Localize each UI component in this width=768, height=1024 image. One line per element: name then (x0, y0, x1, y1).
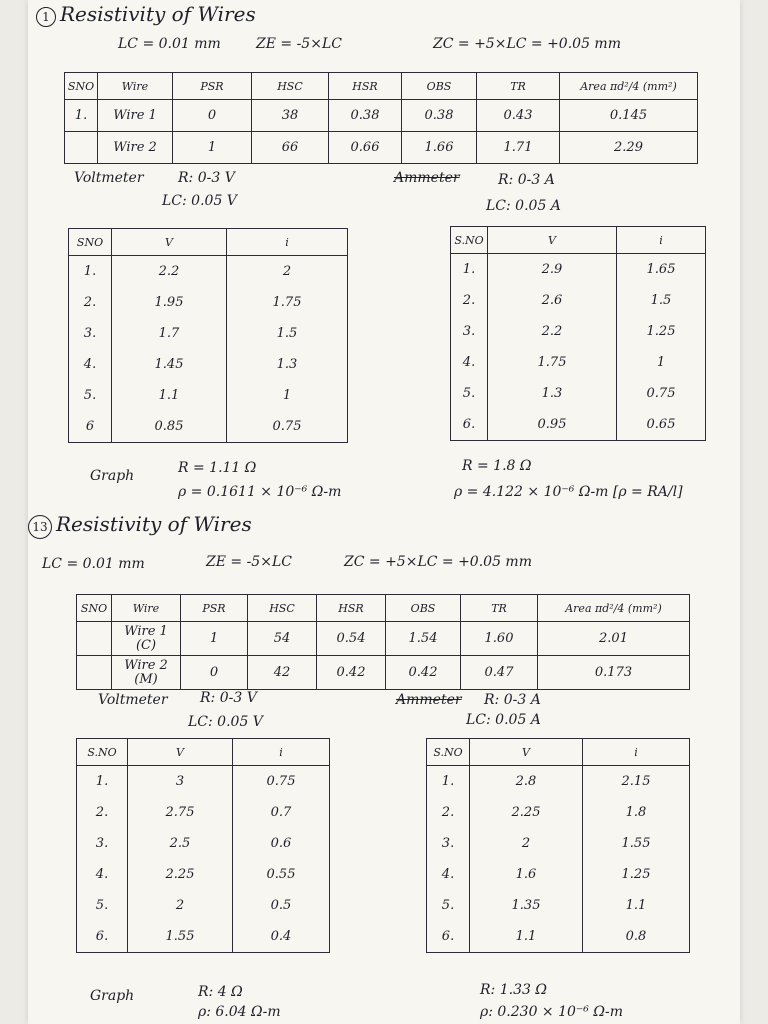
cell: 1.1 (112, 380, 227, 411)
cell: 1.35 (470, 890, 583, 921)
exp13-heading (28, 512, 252, 539)
col-hsr: HSR (329, 73, 402, 100)
exp1-voltmeter-label: Voltmeter (74, 170, 144, 186)
cell: 1. (427, 766, 470, 798)
cell: 6 (69, 411, 112, 443)
cell: 1.5 (227, 318, 348, 349)
col-sno: SNO (65, 73, 98, 100)
table-row (427, 859, 690, 890)
exp13-screw-table (76, 594, 690, 690)
cell: 2.15 (583, 766, 690, 798)
cell: 1. (69, 256, 112, 288)
cell: 1 (173, 132, 252, 164)
cell: 2.8 (470, 766, 583, 798)
table-row (77, 921, 330, 953)
col-sno: S.NO (427, 739, 470, 766)
exp1-ammeter-lc: LC: 0.05 A (486, 198, 561, 214)
cell: 1.7 (112, 318, 227, 349)
col-i: i (227, 229, 348, 256)
table-row (451, 409, 706, 441)
table-row (77, 766, 330, 798)
cell: 2 (128, 890, 233, 921)
exp13-graph-label: Graph (90, 988, 135, 1004)
col-tr: TR (477, 73, 560, 100)
cell: 2.01 (538, 622, 690, 656)
exp1-voltmeter-lc: LC: 0.05 V (162, 193, 237, 209)
cell: 2.2 (112, 256, 227, 288)
exp13-ammeter-range: R: 0-3 A (484, 692, 541, 708)
exp13-vi-table-left (76, 738, 330, 953)
cell: 5. (77, 890, 128, 921)
cell: 0.75 (227, 411, 348, 443)
col-sno: SNO (69, 229, 112, 256)
cell: 0.7 (233, 797, 330, 828)
table-row (69, 318, 348, 349)
col-i: i (617, 227, 706, 254)
cell: 2.75 (128, 797, 233, 828)
col-wire: Wire (112, 595, 181, 622)
cell: 1.71 (477, 132, 560, 164)
cell: 1 (181, 622, 248, 656)
cell: 1.54 (386, 622, 461, 656)
col-v: V (470, 739, 583, 766)
cell: 0.85 (112, 411, 227, 443)
cell: 2 (227, 256, 348, 288)
table-row (451, 316, 706, 347)
exp1-ammeter-label: Ammeter (394, 170, 460, 186)
cell: 0 (173, 100, 252, 132)
cell: 3. (451, 316, 488, 347)
col-hsr: HSR (317, 595, 386, 622)
cell: 1.3 (488, 378, 617, 409)
cell: 0.95 (488, 409, 617, 441)
cell: 0.6 (233, 828, 330, 859)
table-header-row (427, 739, 690, 766)
cell: 1. (65, 100, 98, 132)
exp13-graph-rho: ρ: 6.04 Ω-m (198, 1004, 281, 1020)
cell (77, 622, 112, 656)
cell: 2.29 (560, 132, 698, 164)
exp1-ze: ZE = -5×LC (256, 36, 342, 52)
col-psr: PSR (173, 73, 252, 100)
table-row (451, 378, 706, 409)
exp1-voltmeter-range: R: 0-3 V (178, 170, 235, 186)
exp1-zc: ZC = +5×LC = +0.05 mm (433, 36, 621, 52)
cell: 0.42 (386, 656, 461, 690)
cell: 1.3 (227, 349, 348, 380)
cell: 66 (252, 132, 329, 164)
cell: 1.60 (461, 622, 538, 656)
table-row (427, 766, 690, 798)
table-row (65, 132, 698, 164)
table-row (427, 828, 690, 859)
cell: 3. (69, 318, 112, 349)
table-row (77, 797, 330, 828)
col-i: i (233, 739, 330, 766)
cell: 0.55 (233, 859, 330, 890)
exp1-number: 1 (36, 7, 56, 27)
cell: 1. (77, 766, 128, 798)
cell: 1.75 (488, 347, 617, 378)
cell: 2.2 (488, 316, 617, 347)
cell: Wire 1 (C) (112, 622, 181, 656)
cell: 3 (128, 766, 233, 798)
cell: 0 (181, 656, 248, 690)
cell: 4. (69, 349, 112, 380)
exp13-number: 13 (28, 515, 52, 539)
exp13-zc: ZC = +5×LC = +0.05 mm (344, 554, 532, 570)
cell: 3. (77, 828, 128, 859)
cell: 1.25 (583, 859, 690, 890)
cell: 0.8 (583, 921, 690, 953)
cell: 0.66 (329, 132, 402, 164)
table-row (427, 921, 690, 953)
cell: 2.25 (128, 859, 233, 890)
cell: 6. (451, 409, 488, 441)
exp1-vi-table-left (68, 228, 348, 443)
cell: 0.75 (233, 766, 330, 798)
cell: 1.5 (617, 285, 706, 316)
exp13-voltmeter-range: R: 0-3 V (200, 690, 257, 706)
exp1-graph-r: R = 1.11 Ω (178, 460, 257, 476)
table-row (451, 285, 706, 316)
cell (65, 132, 98, 164)
cell: 38 (252, 100, 329, 132)
col-area: Area πd²/4 (mm²) (560, 73, 698, 100)
col-hsc: HSC (248, 595, 317, 622)
table-row (69, 411, 348, 443)
cell: 0.43 (477, 100, 560, 132)
table-header-row (65, 73, 698, 100)
cell: 2 (470, 828, 583, 859)
cell: 2.6 (488, 285, 617, 316)
cell: 2. (77, 797, 128, 828)
table-header-row (451, 227, 706, 254)
cell: 4. (427, 859, 470, 890)
col-tr: TR (461, 595, 538, 622)
table-row (77, 828, 330, 859)
table-row (427, 797, 690, 828)
exp13-title: Resistivity of Wires (56, 512, 252, 536)
table-row (77, 859, 330, 890)
cell (77, 656, 112, 690)
col-sno: S.NO (451, 227, 488, 254)
cell: 2.25 (470, 797, 583, 828)
table-row (451, 347, 706, 378)
cell: 0.38 (329, 100, 402, 132)
cell: 0.145 (560, 100, 698, 132)
cell: 1.65 (617, 254, 706, 286)
table-header-row (69, 229, 348, 256)
cell: 2.9 (488, 254, 617, 286)
table-row (427, 890, 690, 921)
exp1-result-r: R = 1.8 Ω (462, 458, 532, 474)
exp13-voltmeter-lc: LC: 0.05 V (188, 714, 263, 730)
table-header-row (77, 595, 690, 622)
table-row (77, 890, 330, 921)
cell: 5. (69, 380, 112, 411)
exp1-graph-rho: ρ = 0.1611 × 10⁻⁶ Ω-m (178, 484, 342, 500)
table-row (69, 256, 348, 288)
cell: 1.55 (583, 828, 690, 859)
exp1-heading (36, 2, 256, 27)
exp13-vi-table-right (426, 738, 690, 953)
cell: 0.5 (233, 890, 330, 921)
exp1-title: Resistivity of Wires (60, 2, 256, 26)
table-row (451, 254, 706, 286)
col-obs: OBS (386, 595, 461, 622)
exp1-graph-label: Graph (90, 468, 135, 484)
table-row (65, 100, 698, 132)
cell: 1.6 (470, 859, 583, 890)
table-row (69, 349, 348, 380)
cell: 1.95 (112, 287, 227, 318)
cell: 2. (451, 285, 488, 316)
cell: 0.38 (402, 100, 477, 132)
cell: 5. (451, 378, 488, 409)
cell: 1.8 (583, 797, 690, 828)
cell: 2. (427, 797, 470, 828)
exp1-vi-table-right (450, 226, 706, 441)
exp1-ammeter-range: R: 0-3 A (498, 172, 555, 188)
cell: 6. (427, 921, 470, 953)
cell: 0.65 (617, 409, 706, 441)
cell: 0.75 (617, 378, 706, 409)
exp13-lc: LC = 0.01 mm (42, 556, 145, 572)
cell: 1 (617, 347, 706, 378)
col-wire: Wire (98, 73, 173, 100)
cell: Wire 2 (M) (112, 656, 181, 690)
col-hsc: HSC (252, 73, 329, 100)
cell: 1.25 (617, 316, 706, 347)
col-sno: S.NO (77, 739, 128, 766)
cell: 6. (77, 921, 128, 953)
cell: 1.55 (128, 921, 233, 953)
exp13-ammeter-lc: LC: 0.05 A (466, 712, 541, 728)
exp13-result-rho: ρ: 0.230 × 10⁻⁶ Ω-m (480, 1004, 623, 1020)
cell: 0.47 (461, 656, 538, 690)
table-row (77, 622, 690, 656)
table-row (77, 656, 690, 690)
exp13-voltmeter-label: Voltmeter (98, 692, 168, 708)
cell: 2. (69, 287, 112, 318)
exp1-screw-table (64, 72, 698, 164)
cell: 1.1 (583, 890, 690, 921)
col-v: V (488, 227, 617, 254)
exp13-graph-r: R: 4 Ω (198, 984, 243, 1000)
col-i: i (583, 739, 690, 766)
cell: 0.173 (538, 656, 690, 690)
exp13-ze: ZE = -5×LC (206, 554, 292, 570)
notebook-page (28, 0, 740, 1024)
col-sno: SNO (77, 595, 112, 622)
col-obs: OBS (402, 73, 477, 100)
cell: 1.66 (402, 132, 477, 164)
cell: Wire 2 (98, 132, 173, 164)
cell: Wire 1 (98, 100, 173, 132)
cell: 0.4 (233, 921, 330, 953)
cell: 1 (227, 380, 348, 411)
col-area: Area πd²/4 (mm²) (538, 595, 690, 622)
exp1-result-rho: ρ = 4.122 × 10⁻⁶ Ω-m [ρ = RA/l] (454, 484, 683, 500)
cell: 5. (427, 890, 470, 921)
cell: 0.54 (317, 622, 386, 656)
cell: 1.75 (227, 287, 348, 318)
cell: 0.42 (317, 656, 386, 690)
cell: 4. (451, 347, 488, 378)
col-v: V (112, 229, 227, 256)
col-v: V (128, 739, 233, 766)
table-row (69, 287, 348, 318)
cell: 1.1 (470, 921, 583, 953)
cell: 1. (451, 254, 488, 286)
cell: 54 (248, 622, 317, 656)
table-header-row (77, 739, 330, 766)
cell: 3. (427, 828, 470, 859)
exp13-ammeter-label: Ammeter (396, 692, 462, 708)
exp1-lc: LC = 0.01 mm (118, 36, 221, 52)
cell: 4. (77, 859, 128, 890)
cell: 1.45 (112, 349, 227, 380)
exp13-result-r: R: 1.33 Ω (480, 982, 547, 998)
cell: 42 (248, 656, 317, 690)
col-psr: PSR (181, 595, 248, 622)
table-row (69, 380, 348, 411)
cell: 2.5 (128, 828, 233, 859)
